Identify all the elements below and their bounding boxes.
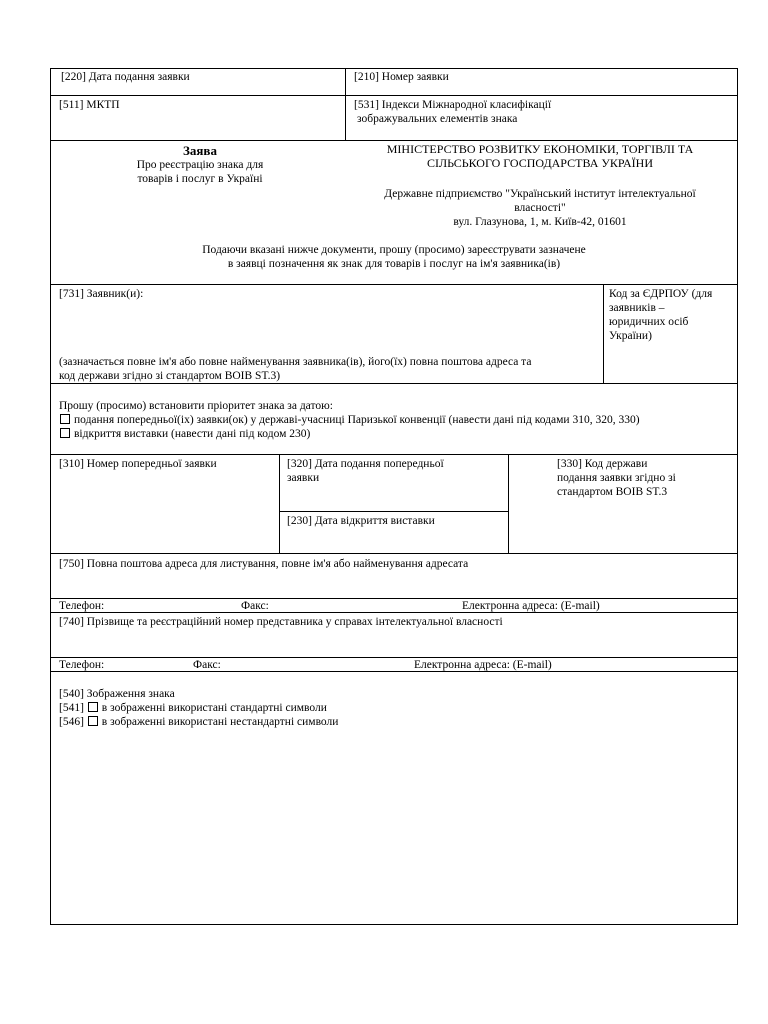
country-code-label: [330] Код держави: [557, 458, 648, 470]
form-subtitle: товарів і послуг в Україні: [137, 173, 263, 185]
priority-intro: Прошу (просимо) встановити пріоритет знака за датою:: [59, 400, 333, 412]
column-divider: [603, 284, 604, 384]
priority-option-exhibition: [59, 428, 310, 441]
correspondence-phone-label: Телефон:: [59, 600, 105, 612]
prev-app-date-label: [320] Дата подання попередньої: [287, 458, 444, 470]
row-divider: [50, 284, 738, 285]
nonstandard-symbols-option: [59, 716, 338, 729]
code-546: [546]: [59, 716, 84, 728]
representative-label: [740] Прізвище та реєстраційний номер представника у справах інтелектуальної власності: [59, 616, 503, 628]
vienna-label: зображувальних елементів знака: [357, 113, 518, 125]
standard-symbols-label: в зображенні використані стандартні символи: [101, 702, 327, 714]
country-code-label: подання заявки згідно зі: [557, 472, 676, 484]
date-filed-label: [220] Дата подання заявки: [61, 71, 190, 83]
enterprise-name: власності": [514, 202, 566, 214]
app-number-label: [210] Номер заявки: [354, 71, 449, 83]
applicant-label: [731] Заявник(и):: [59, 288, 144, 300]
column-divider: [508, 454, 509, 554]
ministry-name: МІНІСТЕРСТВО РОЗВИТКУ ЕКОНОМІКИ, ТОРГІВЛІ ТА: [386, 142, 694, 156]
mark-image-label: [540] Зображення знака: [59, 688, 175, 700]
row-divider: [50, 657, 738, 658]
enterprise-name: Державне підприємство "Український інститут інтелектуальної: [384, 188, 696, 200]
row-divider: [50, 383, 738, 384]
nonstandard-symbols-checkbox[interactable]: [88, 716, 98, 726]
row-divider: [50, 553, 738, 554]
form-subtitle: Про реєстрацію знака для: [136, 159, 264, 171]
country-code-label: стандартом ВОІВ ST.3: [557, 486, 668, 498]
edrpou-label: Код за ЄДРПОУ (для: [609, 288, 713, 300]
representative-phone-label: Телефон:: [59, 659, 105, 671]
request-text: в заявці позначення як знак для товарів і послуг на ім'я заявника(ів): [227, 258, 561, 270]
standard-symbols-checkbox[interactable]: [88, 702, 98, 712]
form-title: Заява: [183, 143, 217, 158]
priority-convention-checkbox[interactable]: [60, 414, 70, 424]
priority-exhibition-checkbox[interactable]: [60, 428, 70, 438]
exhibition-date-label: [230] Дата відкриття виставки: [287, 515, 435, 527]
form-border-top: [50, 68, 738, 69]
row-divider: [50, 598, 738, 599]
applicant-note: код держави згідно зі стандартом ВОІВ ST.3): [59, 370, 281, 382]
representative-fax-label: Факс:: [193, 659, 221, 671]
enterprise-address: вул. Глазунова, 1, м. Київ-42, 01601: [453, 216, 627, 228]
row-divider: [50, 612, 738, 613]
form-border-bottom: [50, 924, 738, 925]
row-divider: [50, 95, 738, 96]
edrpou-label: юридичних осіб: [609, 316, 689, 328]
row-divider: [50, 671, 738, 672]
priority-option-convention: [59, 414, 640, 427]
applicant-note: (зазначається повне ім'я або повне найменування заявника(ів), його(їх) повна поштова адреса та: [59, 356, 532, 368]
form-border-right: [737, 68, 738, 925]
form-border-left: [50, 68, 51, 925]
edrpou-label: України): [609, 330, 652, 342]
request-text: Подаючи вказані нижче документи, прошу (просимо) зареєструвати зазначене: [202, 244, 586, 256]
edrpou-label: заявників –: [609, 302, 665, 314]
prev-app-date-label: заявки: [287, 472, 320, 484]
column-divider: [279, 454, 280, 554]
standard-symbols-option: [59, 702, 327, 715]
column-divider: [345, 68, 346, 141]
priority-convention-label: подання попередньої(іх) заявки(ок) у державі-учасниці Паризької конвенції (навести дані під кодами 310, 320, 330): [74, 414, 640, 426]
nonstandard-symbols-label: в зображенні використані нестандартні символи: [101, 716, 339, 728]
representative-email-label: Електронна адреса: (E-mail): [414, 659, 552, 671]
mktp-label: [511] МКТП: [59, 99, 120, 111]
ministry-name: СІЛЬСЬКОГО ГОСПОДАРСТВА УКРАЇНИ: [426, 156, 654, 170]
row-divider: [50, 454, 738, 455]
correspondence-label: [750] Повна поштова адреса для листування, повне ім'я або найменування адресата: [59, 558, 469, 570]
cell-divider: [279, 511, 508, 512]
correspondence-fax-label: Факс:: [241, 600, 269, 612]
correspondence-email-label: Електронна адреса: (E-mail): [462, 600, 600, 612]
vienna-label: [531] Індекси Міжнародної класифікації: [354, 99, 552, 111]
row-divider: [50, 140, 738, 141]
prev-app-number-label: [310] Номер попередньої заявки: [59, 458, 217, 470]
code-541: [541]: [59, 702, 84, 714]
priority-exhibition-label: відкриття виставки (навести дані під кодом 230): [74, 428, 311, 440]
